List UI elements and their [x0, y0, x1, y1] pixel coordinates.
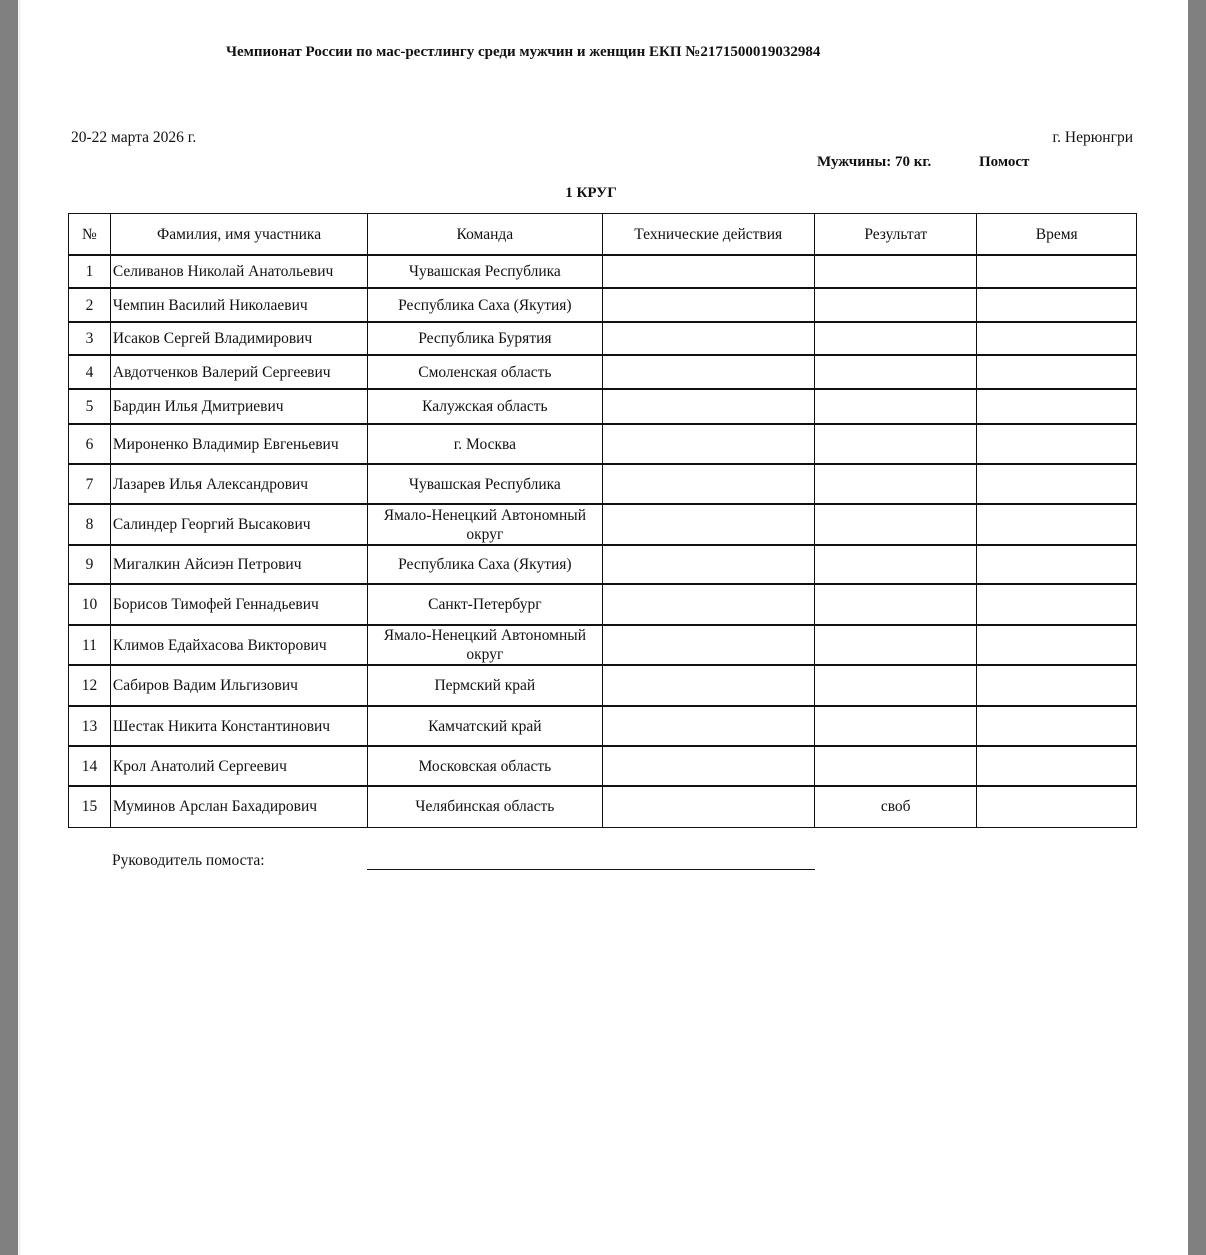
header-result: Результат [814, 214, 977, 256]
table-row [69, 706, 1137, 746]
row-number: 15 [69, 786, 111, 827]
result-cell [814, 322, 977, 355]
participant-name: Мигалкин Айсиэн Петрович [110, 545, 367, 584]
mat-label: Помост [979, 154, 1030, 170]
table-row [69, 255, 1137, 288]
tech-actions-cell [602, 706, 814, 746]
participant-name: Исаков Сергей Владимирович [110, 322, 367, 355]
team-name: Республика Саха (Якутия) [368, 545, 602, 584]
table-row [69, 424, 1137, 464]
participant-name: Сабиров Вадим Ильгизович [110, 665, 367, 706]
participant-name: Мироненко Владимир Евгеньевич [110, 424, 367, 464]
participant-name: Шестак Никита Константинович [110, 706, 367, 746]
table-row [69, 389, 1137, 424]
row-number: 6 [69, 424, 111, 464]
weight-category: Мужчины: 70 кг. [817, 154, 932, 170]
tech-actions-cell [602, 288, 814, 322]
row-number: 13 [69, 706, 111, 746]
time-cell [977, 288, 1137, 322]
row-number: 4 [69, 355, 111, 389]
table-row [69, 545, 1137, 584]
tech-actions-cell [602, 424, 814, 464]
participant-name: Селиванов Николай Анатольевич [110, 255, 367, 288]
round-heading [0, 185, 1206, 202]
row-number: 8 [69, 504, 111, 545]
time-cell [977, 464, 1137, 504]
table-row [69, 786, 1137, 827]
time-cell [977, 665, 1137, 706]
team-name: Ямало-Ненецкий Автономный округ [368, 504, 602, 545]
participant-name: Климов Едайхасова Викторович [110, 625, 367, 665]
time-cell [977, 584, 1137, 625]
table-row [69, 584, 1137, 625]
time-cell [977, 786, 1137, 827]
team-name: Республика Бурятия [368, 322, 602, 355]
tech-actions-cell [602, 355, 814, 389]
participant-name: Лазарев Илья Александрович [110, 464, 367, 504]
row-number: 3 [69, 322, 111, 355]
time-cell [977, 504, 1137, 545]
result-cell [814, 746, 977, 786]
tech-actions-cell [602, 545, 814, 584]
row-number: 1 [69, 255, 111, 288]
team-name: Калужская область [368, 389, 602, 424]
row-number: 5 [69, 389, 111, 424]
event-date: 20-22 марта 2026 г. [71, 129, 197, 146]
table-row [69, 504, 1137, 545]
time-cell [977, 255, 1137, 288]
event-city: г. Нерюнгри [1052, 129, 1133, 146]
result-cell [814, 625, 977, 665]
tech-actions-cell [602, 504, 814, 545]
time-cell [977, 706, 1137, 746]
header-team: Команда [368, 214, 602, 256]
participant-name: Авдотченков Валерий Сергеевич [110, 355, 367, 389]
team-name: г. Москва [368, 424, 602, 464]
row-number: 10 [69, 584, 111, 625]
participant-name: Бардин Илья Дмитриевич [110, 389, 367, 424]
header-time: Время [977, 214, 1137, 256]
document-title: Чемпионат России по мас-рестлингу среди мужчин и женщин ЕКП №2171500019032984 [226, 44, 821, 60]
header-tech-actions: Технические действия [602, 214, 814, 256]
tech-actions-cell [602, 255, 814, 288]
table-row [69, 355, 1137, 389]
row-number: 12 [69, 665, 111, 706]
result-cell [814, 504, 977, 545]
table-row [69, 288, 1137, 322]
table-row [69, 322, 1137, 355]
team-name: Чувашская Республика [368, 464, 602, 504]
tech-actions-cell [602, 389, 814, 424]
result-cell [814, 545, 977, 584]
table-row [69, 746, 1137, 786]
table-header-row [69, 214, 1137, 256]
tech-actions-cell [602, 584, 814, 625]
participants-table [68, 213, 1137, 828]
time-cell [977, 355, 1137, 389]
header-number: № [69, 214, 111, 256]
participant-name: Крол Анатолий Сергеевич [110, 746, 367, 786]
team-name: Московская область [368, 746, 602, 786]
team-name: Челябинская область [368, 786, 602, 827]
signature-line [367, 869, 815, 870]
result-cell [814, 389, 977, 424]
time-cell [977, 424, 1137, 464]
table-row [69, 625, 1137, 665]
result-cell: своб [814, 786, 977, 827]
result-cell [814, 255, 977, 288]
team-name: Ямало-Ненецкий Автономный округ [368, 625, 602, 665]
time-cell [977, 322, 1137, 355]
participant-name: Муминов Арслан Бахадирович [110, 786, 367, 827]
result-cell [814, 464, 977, 504]
row-number: 2 [69, 288, 111, 322]
participant-name: Салиндер Георгий Высакович [110, 504, 367, 545]
tech-actions-cell [602, 746, 814, 786]
team-name: Республика Саха (Якутия) [368, 288, 602, 322]
participant-name: Борисов Тимофей Геннадьевич [110, 584, 367, 625]
result-cell [814, 584, 977, 625]
header-name: Фамилия, имя участника [110, 214, 367, 256]
row-number: 14 [69, 746, 111, 786]
result-cell [814, 706, 977, 746]
time-cell [977, 746, 1137, 786]
round-label: 1 КРУГ [565, 185, 617, 201]
row-number: 9 [69, 545, 111, 584]
signature-label: Руководитель помоста: [112, 852, 265, 869]
tech-actions-cell [602, 322, 814, 355]
team-name: Смоленская область [368, 355, 602, 389]
result-cell [814, 424, 977, 464]
table-row [69, 665, 1137, 706]
team-name: Чувашская Республика [368, 255, 602, 288]
result-cell [814, 665, 977, 706]
time-cell [977, 545, 1137, 584]
row-number: 11 [69, 625, 111, 665]
team-name: Камчатский край [368, 706, 602, 746]
tech-actions-cell [602, 625, 814, 665]
team-name: Пермский край [368, 665, 602, 706]
tech-actions-cell [602, 786, 814, 827]
time-cell [977, 625, 1137, 665]
time-cell [977, 389, 1137, 424]
row-number: 7 [69, 464, 111, 504]
tech-actions-cell [602, 665, 814, 706]
result-cell [814, 355, 977, 389]
table-row [69, 464, 1137, 504]
result-cell [814, 288, 977, 322]
tech-actions-cell [602, 464, 814, 504]
participant-name: Чемпин Василий Николаевич [110, 288, 367, 322]
team-name: Санкт-Петербург [368, 584, 602, 625]
